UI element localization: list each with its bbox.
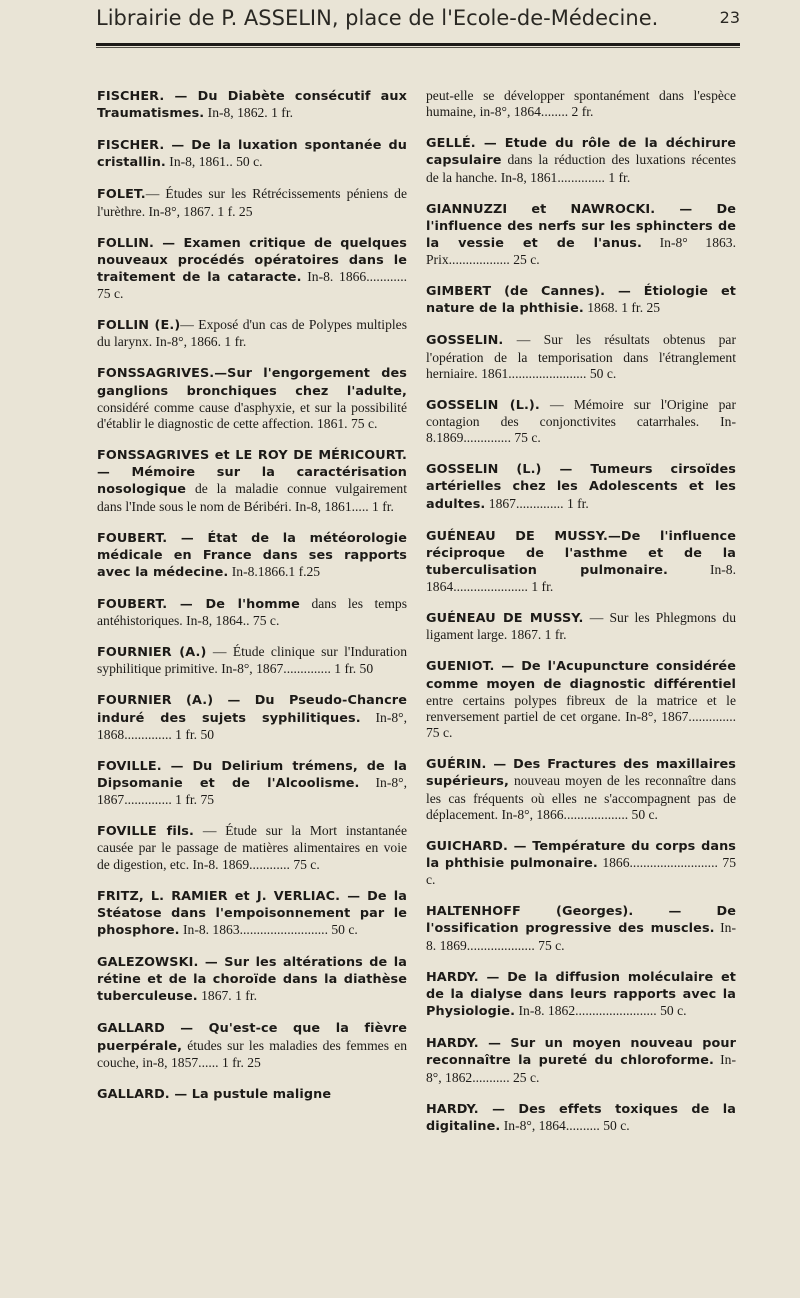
entry-heading: HALTENHOFF (Georges). — De l'ossification progressive des muscles.: [426, 904, 736, 937]
entry-details: In-8.1866.1 f.25: [228, 564, 321, 580]
entry-heading: GALLARD — Qu'est-ce que la fièvre puerpérale,: [97, 1021, 407, 1054]
entry-details: In-8. 1866............ 75 c.: [97, 269, 408, 302]
catalog-entry: [426, 1101, 736, 1135]
entry-heading: GALLARD. — La pustule maligne: [97, 1086, 332, 1102]
entry-details: In-8. 1869.................... 75 c.: [426, 920, 737, 953]
running-title: Librairie de P. ASSELIN, place de l'Ecole-de-Médecine.: [96, 6, 659, 30]
entry-details: considéré comme cause d'asphyxie, et sur la possibilité d'établir le diagnostic de cette affection. 1861. 75 c.: [97, 399, 407, 432]
entry-heading: FOURNIER (A.): [97, 645, 207, 661]
entry-details: 1866.......................... 75 c.: [426, 855, 736, 888]
entry-details: In-8°, 1868.............. 1 fr. 50: [97, 709, 407, 742]
entry-heading: HARDY. — Sur un moyen nouveau pour reconnaître la pureté du chloroforme.: [426, 1036, 736, 1069]
catalog-entry: [426, 610, 736, 643]
entry-heading: GOSSELIN.: [426, 333, 504, 349]
entry-details: In-8, 1862. 1 fr.: [204, 105, 293, 121]
entry-heading: FOUBERT. — De l'homme: [97, 597, 300, 613]
catalog-entry: [426, 283, 736, 317]
entry-heading: GOSSELIN (L.) — Tumeurs cirsoïdes artérielles chez les Adolescents et les adultes.: [426, 462, 736, 512]
catalog-entry: [97, 88, 407, 122]
catalog-entry: [426, 135, 736, 186]
entry-heading: GUICHARD. — Température du corps dans la phthisie pulmonaire.: [426, 838, 736, 872]
catalog-entry: [97, 447, 407, 515]
entry-details: 1867.............. 1 fr.: [485, 495, 589, 511]
catalog-entry: [426, 969, 736, 1021]
entry-details: 1868. 1 fr. 25: [583, 300, 661, 316]
entry-heading: GUENIOT. — De l'Acupuncture considérée comme moyen de diagnostic différentiel: [426, 659, 736, 692]
catalog-entry: [97, 758, 407, 809]
catalog-entry: [426, 1035, 736, 1086]
catalog-entry: [426, 903, 736, 954]
entry-heading: FONSSAGRIVES.—Sur l'engorgement des ganglions bronchiques chez l'adulte,: [97, 366, 407, 399]
entry-details: études sur les maladies des femmes en couche, in-8, 1857...... 1 fr. 25: [97, 1037, 407, 1070]
catalog-entry: [426, 201, 736, 269]
catalog-entry: [97, 530, 407, 582]
entry-details: In-8°, 1862........... 25 c.: [426, 1052, 737, 1085]
entry-details: — Exposé d'un cas de Polypes multiples du larynx. In-8°, 1866. 1 fr.: [97, 317, 407, 350]
entry-details: de la maladie connue vulgairement dans l'Inde sous le nom de Béribéri. In-8, 1861..... 1 fr.: [97, 481, 407, 514]
entry-heading: GELLÉ. — Etude du rôle de la déchirure capsulaire: [426, 136, 736, 169]
entry-details: In-8°, 1864.......... 50 c.: [500, 1117, 630, 1133]
catalog-entry: [97, 1086, 407, 1103]
catalog-entry: [426, 397, 736, 447]
catalog-entry: [426, 332, 736, 382]
catalog-entry: [97, 823, 407, 873]
entry-details: In-8. 1863.......................... 50 c.: [179, 922, 358, 938]
entry-details: — Sur les Phlegmons du ligament large. 1867. 1 fr.: [426, 610, 736, 643]
catalog-entry: [97, 596, 407, 629]
entry-details: In-8, 1861.. 50 c.: [165, 154, 263, 170]
catalog-entry: [97, 186, 407, 219]
entry-heading: FOVILLE. — Du Delirium trémens, de la Dipsomanie et de l'Alcoolisme.: [97, 758, 407, 792]
running-header: [96, 6, 740, 36]
header-rule: [96, 43, 740, 46]
header-rule-thin: [96, 47, 740, 48]
entry-details: — Étude clinique sur l'Induration syphilitique primitive. In-8°, 1867.............. 1 fr. 50: [97, 644, 408, 677]
entry-heading: GUÉRIN. — Des Fractures des maxillaires supérieurs,: [426, 757, 736, 790]
catalog-entry: [426, 658, 736, 741]
entry-details: peut-elle se développer spontanément dans l'espèce humaine, in-8°, 1864........ 2 fr.: [426, 88, 736, 120]
catalog-entry: [97, 235, 407, 303]
entry-heading: HARDY. — De la diffusion moléculaire et de la dialyse dans leurs rapports avec la Physiologie.: [426, 969, 736, 1020]
entry-details: 1867. 1 fr.: [197, 988, 257, 1004]
entry-heading: GIMBERT (de Cannes). — Étiologie et nature de la phthisie.: [426, 284, 736, 317]
entry-heading: GIANNUZZI et NAWROCKI. — De l'influence des nerfs sur les sphincters de la vessie et de l'anus.: [426, 201, 736, 252]
entry-heading: FRITZ, L. RAMIER et J. VERLIAC. — De la Stéatose dans l'empoisonnement par le phosphore.: [97, 888, 407, 939]
entry-heading: FONSSAGRIVES et LE ROY DE MÉRICOURT. — Mémoire sur la caractérisation nosologique: [97, 448, 407, 498]
entry-details: dans les temps antéhistoriques. In-8, 1864.. 75 c.: [97, 596, 407, 629]
entry-details: In-8° 1863. Prix.................. 25 c.: [426, 235, 736, 268]
catalog-entry: [97, 954, 407, 1006]
entry-heading: FOUBERT. — État de la météorologie médicale en France dans ses rapports avec la médecine.: [97, 530, 407, 581]
right-column: [426, 88, 736, 1135]
entry-heading: FOURNIER (A.) — Du Pseudo-Chancre induré des sujets syphilitiques.: [97, 693, 407, 726]
catalog-entry: [426, 528, 736, 596]
catalog-entry: [97, 888, 407, 940]
entry-details: In-8°, 1867.............. 1 fr. 75: [97, 775, 407, 808]
entry-heading: FOLLIN (E.): [97, 318, 181, 334]
left-column: [97, 88, 407, 1103]
entry-details: dans la réduction des luxations récentes de la hanche. In-8, 1861.............. 1 fr.: [426, 152, 736, 185]
catalog-entry: [97, 137, 407, 171]
entry-heading: GUÉNEAU DE MUSSY.—De l'influence réciproque de l'asthme et de la tuberculisation pulmonaire.: [426, 528, 736, 579]
entry-details: — Études sur les Rétrécissements péniens de l'urèthre. In-8°, 1867. 1 f. 25: [97, 186, 407, 219]
entry-heading: GALEZOWSKI. — Sur les altérations de la rétine et de la choroïde dans la diathèse tuberculeuse.: [97, 955, 407, 1005]
catalog-entry: [97, 692, 407, 743]
entry-heading: FOLET.: [97, 187, 146, 203]
entry-details: nouveau moyen de les reconnaître dans les cas fréquents où elles ne s'accompagnent pas de déplacement. In-8°, 1866................... 50 c.: [426, 773, 736, 822]
entry-details: entre certains polypes fibreux de la matrice et le renversement partiel de cet organe. In-8°, 1867.............. 75 c.: [426, 692, 736, 741]
catalog-entry: [97, 1020, 407, 1071]
entry-heading: GUÉNEAU DE MUSSY.: [426, 611, 584, 627]
catalog-entry: [426, 756, 736, 823]
entry-details: — Mémoire sur l'Origine par contagion des conjonctivites catarrhales. In-8.1869.............. 75 c.: [426, 396, 736, 446]
catalog-entry: [97, 644, 407, 677]
catalog-entry: [97, 365, 407, 432]
catalog-entry: [97, 317, 407, 350]
entry-heading: HARDY. — Des effets toxiques de la digitaline.: [426, 1101, 736, 1134]
page-number: 23: [719, 8, 740, 27]
entry-heading: FOVILLE fils.: [97, 824, 194, 840]
entry-heading: GOSSELIN (L.).: [426, 397, 540, 413]
catalog-entry: [426, 461, 736, 513]
catalog-entry: [426, 88, 736, 120]
entry-details: In-8. 1864...................... 1 fr.: [426, 562, 736, 595]
entry-details: — Étude sur la Mort instantanée causée par le passage de matières alimentaires en voie de digestion, etc. In-8. 1869............ 75 c.: [97, 823, 407, 872]
catalog-entry: [426, 838, 736, 889]
entry-heading: FISCHER. — Du Diabète consécutif aux Traumatismes.: [97, 89, 407, 122]
entry-heading: FOLLIN. — Examen critique de quelques nouveaux procédés opératoires dans le traitement de la cataracte.: [97, 235, 407, 286]
entry-details: — Sur les résultats obtenus par l'opération de la temporisation dans l'étranglement herniaire. 1861....................... 50 c.: [426, 332, 736, 381]
entry-details: In-8. 1862........................ 50 c.: [515, 1003, 687, 1019]
entry-heading: FISCHER. — De la luxation spontanée du cristallin.: [97, 138, 407, 171]
